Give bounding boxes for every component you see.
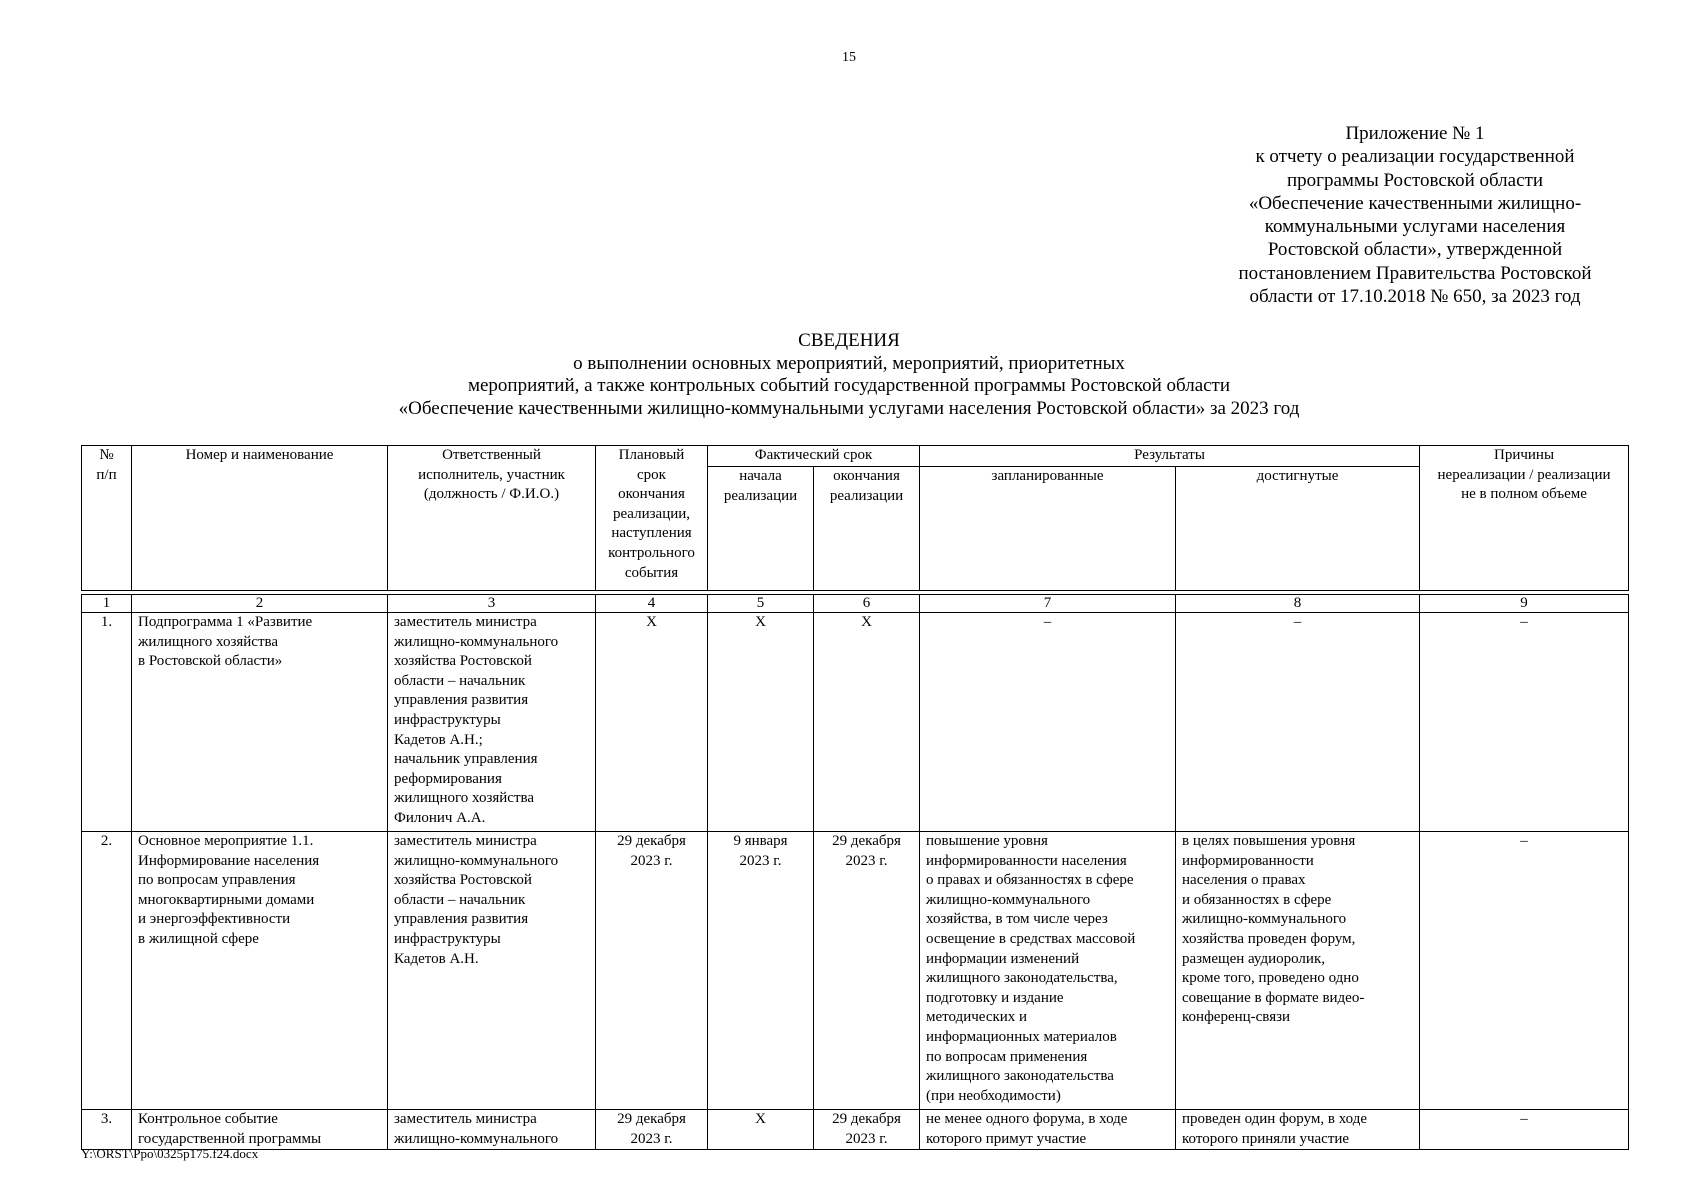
column-number: 4: [596, 595, 708, 613]
row-planned-results: –: [920, 613, 1176, 832]
title-line: о выполнении основных мероприятий, мероприятий, приоритетных: [573, 352, 1125, 374]
column-number: 7: [920, 595, 1176, 613]
appendix-line: «Обеспечение качественными жилищно-: [1248, 192, 1582, 214]
row-executor: заместитель министра жилищно-коммунального: [388, 1110, 596, 1150]
column-number: 3: [388, 595, 596, 613]
row-name: Основное мероприятие 1.1. Информирование населения по вопросам управления многоквартирными домами и энергоэффективности в жилищной сфере: [132, 832, 388, 1110]
table-row: [82, 1110, 1629, 1150]
row-planned-end: 29 декабря 2023 г.: [596, 1110, 708, 1150]
appendix-line: Ростовской области», утвержденной: [1267, 239, 1563, 261]
header-actual-end: окончания реализации: [814, 467, 920, 591]
row-planned-results: повышение уровня информированности населения о правах и обязанностях в сфере жилищно-коммунального хозяйства, в том числе через освещение в средствах массовой информации изменений жилищного законодательства, подготовку и издание методических и информационных материалов по вопросам применения жилищного законодательства (при необходимости): [920, 832, 1176, 1110]
row-num: 1.: [82, 613, 132, 832]
header-num: № п/п: [82, 446, 132, 591]
row-num: 3.: [82, 1110, 132, 1150]
appendix-line: коммунальными услугами населения: [1264, 216, 1566, 238]
row-achieved-results: в целях повышения уровня информированности населения о правах и обязанностях в сфере жилищно-коммунального хозяйства проведен форум, размещен аудиоролик, кроме того, проведено одно совещание в формате видео- конференц-связи: [1176, 832, 1420, 1110]
header-name: Номер и наименование: [132, 446, 388, 591]
row-achieved-results: проведен один форум, в ходе которого приняли участие: [1176, 1110, 1420, 1150]
row-actual-start: 9 января 2023 г.: [708, 832, 814, 1110]
row-executor: заместитель министра жилищно-коммунального хозяйства Ростовской области – начальник управления развития инфраструктуры Кадетов А.Н.; начальник управления реформирования жилищного хозяйства Филонич А.А.: [388, 613, 596, 832]
header-planned-results: запланированные: [920, 467, 1176, 591]
header-achieved-results: достигнутые: [1176, 467, 1420, 591]
row-planned-end: 29 декабря 2023 г.: [596, 832, 708, 1110]
document-title: [0, 330, 1698, 420]
column-number: 1: [82, 595, 132, 613]
row-actual-start: X: [708, 1110, 814, 1150]
report-table: [81, 445, 1629, 1150]
header-actual-term: Фактический срок: [708, 446, 920, 467]
row-name: Контрольное событие государственной программы: [132, 1110, 388, 1150]
column-number: 2: [132, 595, 388, 613]
row-actual-end: 29 декабря 2023 г.: [814, 832, 920, 1110]
row-achieved-results: –: [1176, 613, 1420, 832]
title-heading: СВЕДЕНИЯ: [798, 330, 900, 351]
appendix-line: программы Ростовской области: [1287, 169, 1543, 191]
row-executor: заместитель министра жилищно-коммунального хозяйства Ростовской области – начальник управления развития инфраструктуры Кадетов А.Н.: [388, 832, 596, 1110]
column-number: 8: [1176, 595, 1420, 613]
row-num: 2.: [82, 832, 132, 1110]
header-planned-end: Плановый срок окончания реализации, наступления контрольного события: [596, 446, 708, 591]
header-results: Результаты: [920, 446, 1420, 467]
appendix-line: постановлением Правительства Ростовской: [1238, 262, 1592, 284]
appendix-note: [1225, 122, 1605, 308]
table-row: [82, 832, 1629, 1110]
row-reasons: –: [1420, 613, 1629, 832]
header-executor: Ответственный исполнитель, участник (должность / Ф.И.О.): [388, 446, 596, 591]
row-actual-end: 29 декабря 2023 г.: [814, 1110, 920, 1150]
column-number: 5: [708, 595, 814, 613]
row-reasons: –: [1420, 832, 1629, 1110]
appendix-line: к отчету о реализации государственной: [1255, 146, 1575, 168]
header-actual-start: начала реализации: [708, 467, 814, 591]
row-actual-start: X: [708, 613, 814, 832]
appendix-line: Приложение № 1: [1345, 123, 1485, 144]
header-reasons: Причины нереализации / реализации не в полном объеме: [1420, 446, 1629, 591]
row-actual-end: X: [814, 613, 920, 832]
appendix-line: области от 17.10.2018 № 650, за 2023 год: [1249, 286, 1581, 308]
title-line: мероприятий, а также контрольных событий государственной программы Ростовской области: [467, 375, 1231, 396]
table-row: [82, 613, 1629, 832]
row-planned-results: не менее одного форума, в ходе которого примут участие: [920, 1110, 1176, 1150]
column-number: 6: [814, 595, 920, 613]
row-planned-end: X: [596, 613, 708, 832]
row-reasons: –: [1420, 1110, 1629, 1150]
row-name: Подпрограмма 1 «Развитие жилищного хозяйства в Ростовской области»: [132, 613, 388, 832]
title-line: «Обеспечение качественными жилищно-коммунальными услугами населения Ростовской области» за 2023 год: [398, 397, 1300, 419]
column-number: 9: [1420, 595, 1629, 613]
file-path: Y:\ORST\Ppo\0325p175.f24.docx: [81, 1146, 259, 1161]
page-number: 15: [842, 50, 856, 65]
